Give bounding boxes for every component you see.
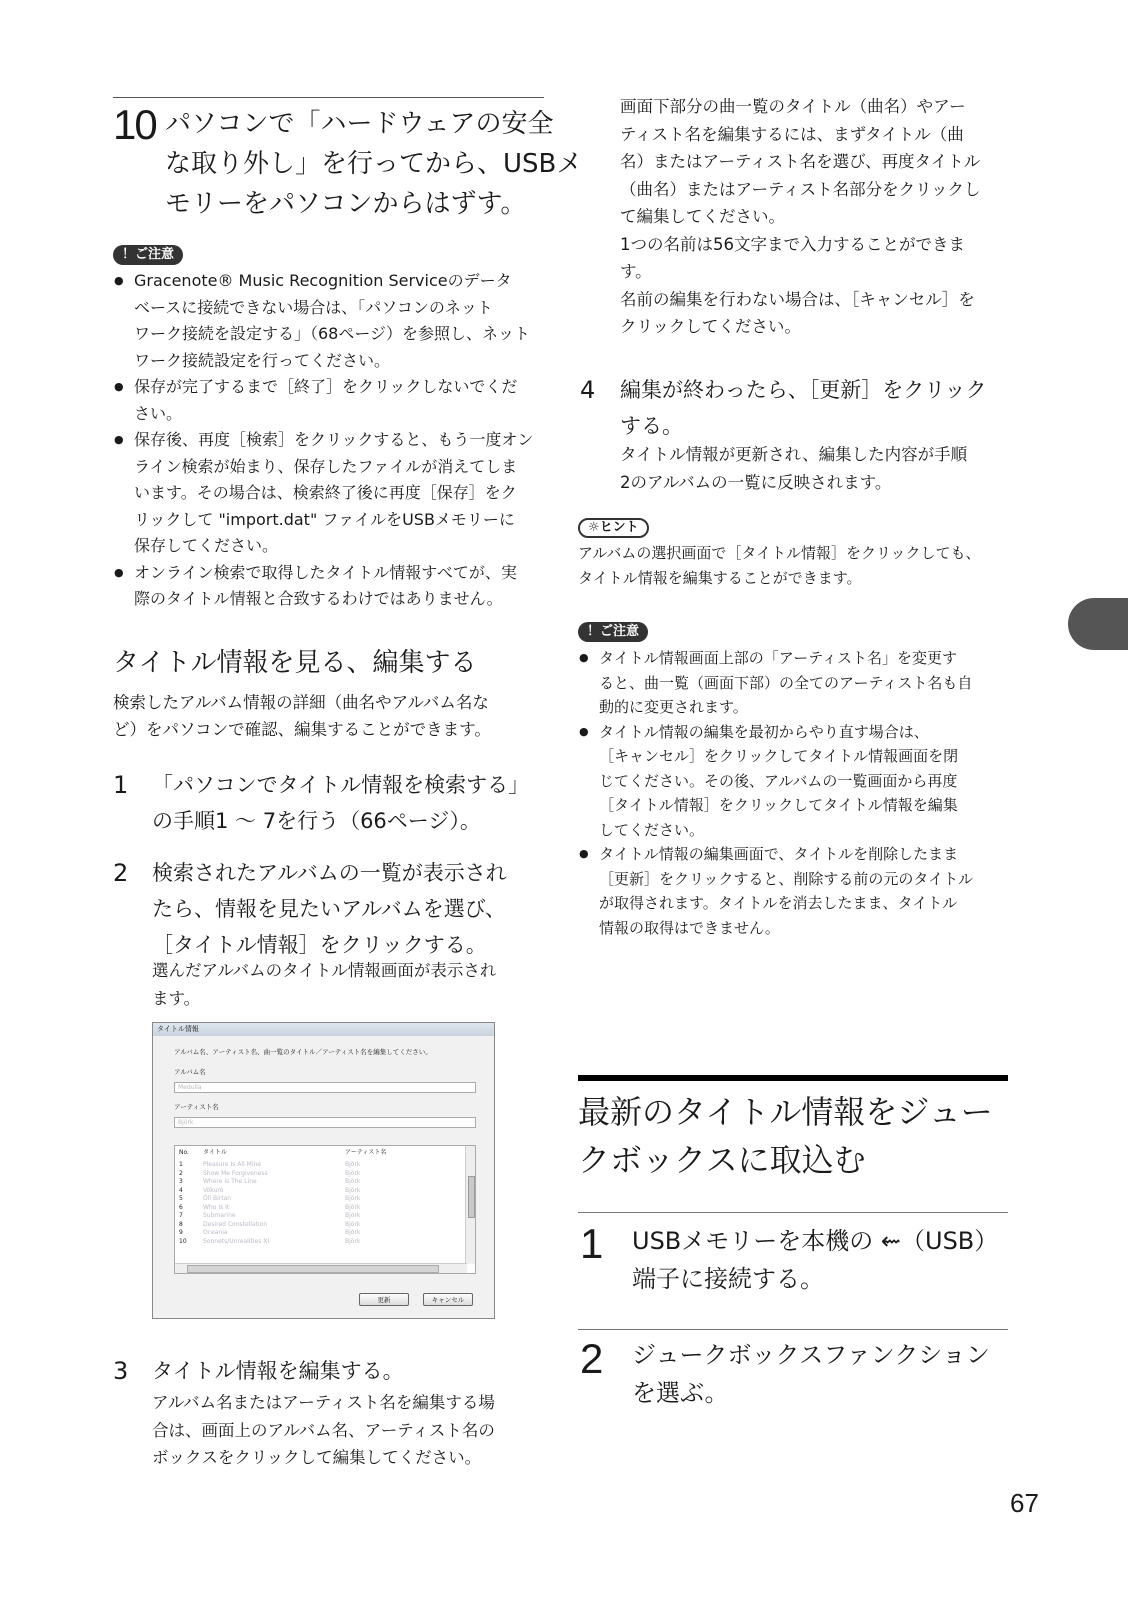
caution-list: [578, 646, 1018, 940]
body-line: 名前の編集を行わない場合は、［キャンセル］を: [620, 289, 975, 309]
caution-line: 情報の取得はできません。: [599, 918, 780, 937]
body-line: 画面下部分の曲一覧のタイトル（曲名）やアー: [620, 97, 966, 116]
section-heading: [578, 1088, 993, 1184]
row-artist: Björk: [345, 1161, 361, 1168]
hint-line: タイトル情報を編集することができます。: [578, 569, 862, 587]
step10-number: 10: [113, 101, 156, 148]
step-title: [152, 767, 529, 839]
window-title: タイトル情報: [153, 1023, 494, 1036]
step-line: 編集が終わったら、［更新］をクリック: [620, 378, 987, 402]
caution-line: が取得されます。タイトルを消去したまま、タイトル: [599, 894, 958, 912]
hint-line: アルバムの選択画面で［タイトル情報］をクリックしても、: [578, 544, 981, 562]
caution-line: ● Gracenote® Music Recognition Serviceのデータ: [134, 271, 512, 290]
lightbulb-icon: ☼: [588, 520, 600, 535]
caution-item: [578, 646, 1018, 720]
step-body-line: ます。: [152, 988, 201, 1008]
step-number: 1: [113, 771, 129, 799]
caution-line: ると、曲一覧（画面下部）の全てのアーティスト名も自: [599, 673, 973, 692]
row-artist: Björk: [345, 1237, 361, 1245]
step10-line: パソコンで「ハードウェアの安全: [165, 109, 554, 139]
section-intro: [113, 690, 491, 743]
step-line: の手順1 〜 7を行う（66ページ）。: [152, 809, 481, 833]
album-label: アルバム名: [174, 1068, 206, 1076]
caution-item: [113, 427, 553, 560]
horizontal-scrollbar[interactable]: [175, 1263, 467, 1273]
step-number: 3: [113, 1357, 129, 1385]
row-artist: Björk: [345, 1169, 361, 1177]
row-title: Pleasure Is All Mine: [203, 1161, 262, 1168]
step-line: ［タイトル情報］をクリックする。: [152, 933, 487, 957]
caution-item: [113, 374, 553, 427]
caution-item: [113, 268, 553, 374]
scroll-thumb[interactable]: [468, 1176, 475, 1218]
caution-badge: ！ご注意: [113, 245, 183, 265]
step-number: 4: [580, 376, 596, 404]
row-artist: Björk: [345, 1229, 361, 1236]
row-no: 2: [179, 1169, 183, 1177]
step-body: [620, 441, 967, 496]
step-title: [632, 1336, 990, 1412]
caution-line: 保存してください。: [134, 536, 279, 555]
body-line: す。: [620, 262, 652, 281]
caution-line: ［タイトル情報］をクリックしてタイトル情報を編集: [599, 796, 958, 814]
step-number: 2: [113, 859, 129, 887]
row-no: 1: [179, 1161, 183, 1168]
row-no: 3: [179, 1178, 183, 1185]
caution-line: ● 保存が完了するまで［終了］をクリックしないでくだ: [134, 377, 518, 396]
caution-item: [578, 720, 1018, 843]
heading-line: クボックスに取込む: [578, 1141, 866, 1179]
step-title: [620, 372, 986, 444]
caution-line: してください。: [599, 820, 705, 839]
vertical-scrollbar[interactable]: [465, 1146, 475, 1264]
step-line: 検索されたアルバムの一覧が表示され: [152, 861, 507, 885]
step3-continued: [620, 93, 981, 341]
body-line: 名）またはアーティスト名を選び、再度タイトル: [620, 152, 981, 171]
step-number: 1: [580, 1220, 604, 1267]
caution-line: じてください。その後、アルバムの一覧画面から再度: [599, 771, 958, 790]
row-no: 5: [179, 1195, 183, 1202]
step-title: [632, 1222, 998, 1298]
heading-line: 最新のタイトル情報をジュー: [578, 1093, 993, 1131]
caution-line: リックして "import.dat" ファイルをUSBメモリーに: [134, 509, 515, 529]
caution-line: ● タイトル情報画面上部の「アーティスト名」を変更す: [599, 649, 958, 667]
track-list[interactable]: [174, 1145, 476, 1274]
caution-line: ベースに接続できない場合は、「パソコンのネット: [134, 297, 493, 317]
row-no: 8: [179, 1220, 183, 1228]
step-line: 端子に接続する。: [632, 1265, 824, 1293]
body-line: て編集してください。: [620, 207, 785, 226]
step-body: [152, 1389, 495, 1472]
row-artist: Björk: [345, 1186, 361, 1194]
row-artist: Björk: [345, 1212, 361, 1219]
body-line: （曲名）またはアーティスト名部分をクリックし: [620, 179, 981, 199]
caution-item: [113, 560, 553, 613]
body-line: ティスト名を編集するには、まずタイトル（曲: [620, 124, 964, 144]
col-artist: アーティスト名: [345, 1149, 387, 1156]
row-title: Vökuró: [203, 1186, 224, 1194]
chapter-tab: [1068, 598, 1128, 650]
step-line: タイトル情報を編集する。: [152, 1359, 404, 1383]
step-body-line: タイトル情報が更新され、編集した内容が手順: [620, 445, 968, 464]
col-no: No.: [179, 1149, 189, 1156]
step-number: 2: [580, 1335, 604, 1382]
caution-line: 際のタイトル情報と合致するわけではありません。: [134, 589, 503, 608]
step-rule: [578, 1329, 1008, 1330]
step-line: を選ぶ。: [632, 1379, 729, 1407]
step-line: する。: [620, 414, 683, 438]
row-artist: Björk: [345, 1220, 361, 1228]
body-line: 1つの名前は56文字まで入力することができま: [620, 234, 965, 254]
step-line: USBメモリーを本機の ⇜（USB）: [632, 1227, 999, 1255]
section-title: タイトル情報を見る、編集する: [113, 648, 477, 678]
caution-line: ワーク接続を設定する」（68ページ）を参照し、ネット: [134, 324, 531, 343]
caution-line: さい。: [134, 403, 183, 423]
caution-line: ライン検索が始まり、保存したファイルが消えてしま: [134, 456, 518, 476]
caution-item: [578, 842, 1018, 940]
step-line: ジュークボックスファンクション: [632, 1341, 990, 1369]
step10-rule: [113, 97, 544, 98]
row-artist: Björk: [345, 1203, 361, 1211]
step10-line: な取り外し」を行ってから、USBメ: [165, 149, 583, 179]
step-body-line: ボックスをクリックして編集してください。: [152, 1448, 482, 1467]
row-no: 10: [179, 1237, 187, 1245]
update-button[interactable]: 更新: [359, 1293, 409, 1306]
row-title: Where Is The Line: [203, 1178, 257, 1185]
intro-line: 検索したアルバム情報の詳細（曲名やアルバム名な: [113, 693, 489, 712]
body-line: クリックしてください。: [620, 317, 801, 336]
step-body-line: 2のアルバムの一覧に反映されます。: [620, 472, 892, 492]
hint-badge: [578, 516, 649, 538]
step-title: [152, 855, 507, 963]
step-title: [152, 1353, 404, 1389]
row-title: Submarine: [203, 1212, 236, 1219]
caution-line: ● タイトル情報の編集を最初からやり直す場合は、: [599, 722, 929, 741]
step10-title: [165, 104, 582, 224]
row-artist: Björk: [345, 1195, 361, 1202]
caution-line: ● 保存後、再度［検索］をクリックすると、もう一度オン: [134, 430, 534, 449]
col-title: タイトル: [203, 1149, 227, 1156]
intro-line: ど）をパソコンで確認、編集することができます。: [113, 719, 491, 739]
row-no: 6: [179, 1203, 183, 1211]
row-no: 4: [179, 1186, 183, 1194]
title-info-screenshot: [152, 1022, 495, 1319]
artist-label: アーティスト名: [174, 1103, 219, 1111]
step-body-line: 合は、画面上のアルバム名、アーティスト名の: [152, 1420, 495, 1440]
row-title: Show Me Forgiveness: [203, 1169, 268, 1177]
hint-text: [578, 541, 980, 591]
caution-line: ● オンライン検索で取得したタイトル情報すべてが、実: [134, 562, 517, 582]
step-line: 「パソコンでタイトル情報を検索する」: [152, 773, 530, 797]
caution-list: [113, 268, 553, 613]
step10-line: モリーをパソコンからはずす。: [165, 189, 527, 219]
step-body-line: 選んだアルバムのタイトル情報画面が表示され: [152, 961, 497, 980]
caution-line: ● タイトル情報の編集画面で、タイトルを削除したまま: [599, 845, 959, 863]
row-title: Öll Birtan: [203, 1195, 232, 1202]
page-number: 67: [1010, 1488, 1039, 1518]
step-rule: [578, 1212, 1008, 1213]
album-name-input[interactable]: Medulla: [174, 1082, 476, 1093]
caution-line: 動的に変更されます。: [599, 698, 748, 716]
row-title: Sonnets/Unrealities XI: [203, 1237, 270, 1245]
caution-line: ［キャンセル］をクリックしてタイトル情報画面を閉: [599, 747, 959, 765]
hint-label: ヒント: [599, 520, 639, 535]
row-title: Oceania: [203, 1229, 228, 1236]
row-artist: Björk: [345, 1178, 361, 1185]
caution-badge: ！ご注意: [578, 622, 648, 642]
caution-line: ［更新］をクリックすると、削除する前の元のタイトル: [599, 869, 974, 888]
step-body-line: アルバム名またはアーティスト名を編集する場: [152, 1393, 495, 1412]
section-rule: [578, 1075, 1008, 1081]
step-line: たら、情報を見たいアルバムを選び、: [152, 897, 506, 921]
cancel-button[interactable]: キャンセル: [423, 1293, 473, 1306]
caution-line: ワーク接続設定を行ってください。: [134, 350, 391, 370]
caution-line: います。その場合は、検索終了後に再度［保存］をク: [134, 483, 517, 502]
scroll-thumb[interactable]: [187, 1265, 439, 1273]
step-body: [152, 957, 496, 1012]
row-no: 9: [179, 1229, 183, 1236]
row-no: 7: [179, 1212, 183, 1219]
row-title: Desired Constellation: [203, 1220, 268, 1228]
instruction-text: アルバム名、アーティスト名、曲一覧のタイトル／アーティスト名を編集してください。: [174, 1048, 432, 1056]
row-title: Who Is It: [203, 1203, 230, 1211]
artist-name-input[interactable]: Björk: [174, 1117, 476, 1128]
